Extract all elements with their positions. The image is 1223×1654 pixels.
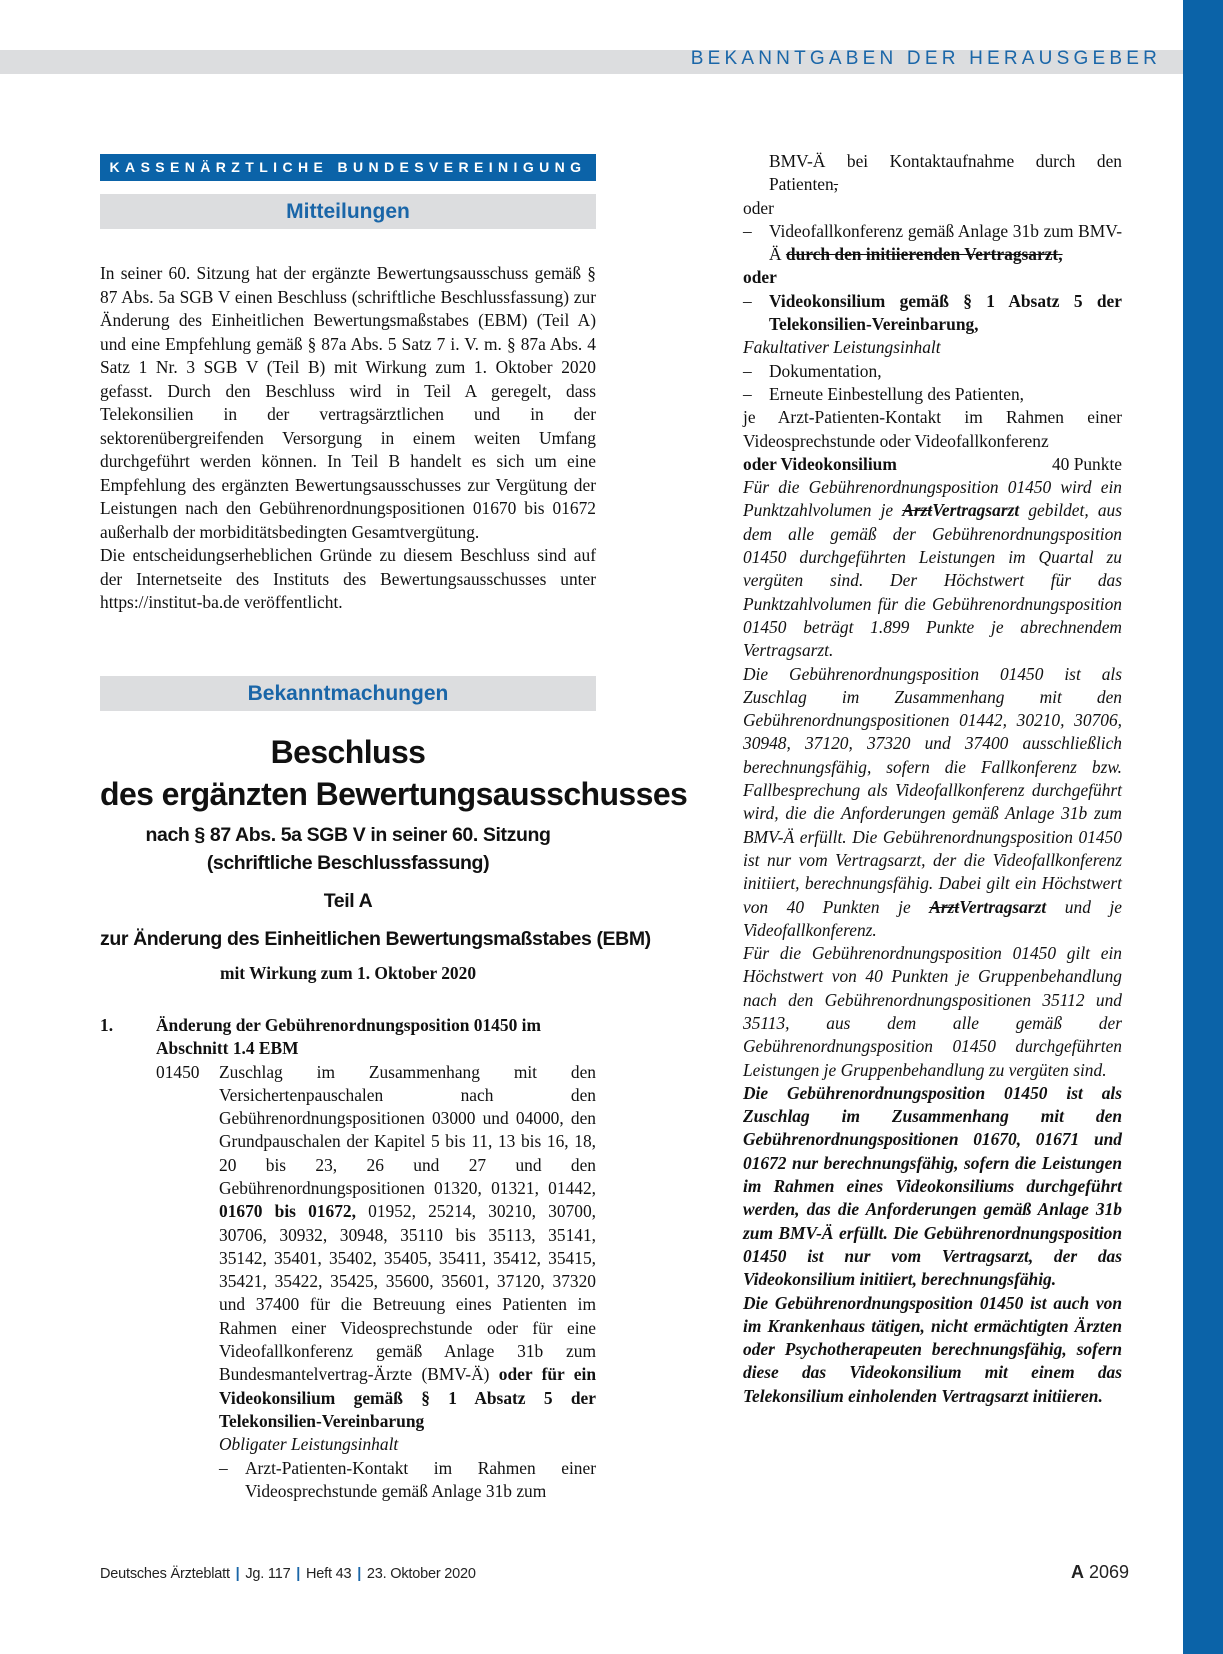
page-section-title: BEKANNTGABEN DER HERAUSGEBER [690,48,1161,69]
side-accent-bar [1183,0,1223,1654]
gop-text [219,1061,596,1434]
page-number [1071,1562,1129,1583]
obligat-list-item [219,1457,596,1504]
gop-text-part-1: Zuschlag im Zusammenhang mit den Versichertenpauschalen nach den Gebührenordnungspositionen 03000 und 04000, den Grundpauschalen der Kapitel 5 bis 11, 13 bis 16, 18, 20 bis 23, 26 und 27 und den Gebührenordnungspositionen 01320, 01321, 01442, [219,1061,596,1198]
obligat-item-text: Arzt-Patienten-Kontakt im Rahmen einer Videosprechstunde gemäß Anlage 31b zum [245,1457,596,1501]
note-paragraph-1: Für die Gebührenordnungsposition 01450 wird ein Punktzahlvolumen je ArztVertragsarzt gebildet, aus dem alle gemäß der Gebührenordnungsposition 01450 durchgeführten Leistungen im Quartal zu vergüten sind. Der Höchstwert für das Punktzahlvolumen für die Gebührenordnungsposition 01450 beträgt 1.899 Punkte je abrechnendem Vertragsarzt. [743,477,1122,661]
item-title: Änderung der Gebührenordnungsposition 01450 im Abschnitt 1.4 EBM [156,1014,541,1058]
separator: | [296,1566,301,1582]
left-column [100,154,688,1503]
separator: | [357,1566,362,1582]
fakultativ-heading: Fakultativer Leistungsinhalt [743,337,941,358]
mitteilungen-heading: Mitteilungen [100,194,596,229]
page-letter: A [1071,1562,1084,1582]
gop-bold-videokonsilium: oder für ein Videokonsilium gemäß § 1 Absatz 5 der Telekonsilien-Vereinbarung [219,1364,596,1431]
struck-arzt: Arzt [929,896,960,917]
dash-bullet: – [743,220,752,241]
continued-text: BMV-Ä bei Kontaktaufnahme durch den Patienten [769,151,1122,195]
journal-issue: Heft 43 [305,1566,352,1582]
intro-paragraph: In seiner 60. Sitzung hat der ergänzte Bewertungsausschuss gemäß § 87 Abs. 5a SGB V einen Beschluss (schriftliche Beschlussfassung) zur Änderung des Einheitlichen Bewertungsmaßstabes (EBM) (Teil A) und eine Empfehlung gemäß § 87a Abs. 5 Satz 7 i. V. m. § 87a Abs. 4 Satz 1 Nr. 3 SGB V (Teil B) mit Wirkung zum 1. Oktober 2020 gefasst. Durch den Beschluss wird in Teil A geregelt, dass Telekonsilien in der vertragsärztlichen und in der sektorenübergreifenden Versorgung in einem weiten Umfang durchgeführt werden können. In Teil B handelt es sich um eine Empfehlung des ergänzten Bewertungsausschusses zur Vergütung der Leistungen nach den Gebührenordnungspositionen 01670 bis 01672 außerhalb der morbiditätsbedingten Gesamtvergütung. [100,263,596,542]
gop-entry [156,1061,596,1504]
gop-description [219,1061,596,1504]
struck-initiating-text: durch den initiierenden Vertragsarzt, [785,244,1063,265]
journal-date: 23. Oktober 2020 [366,1566,476,1582]
footer-citation [100,1566,476,1582]
right-column [743,150,1122,1408]
beschluss-title-line-2: des ergänzten Bewertungsausschusses [100,775,688,812]
dash-bullet: – [219,1457,228,1478]
separator: | [235,1566,240,1582]
obligat-heading: Obligater Leistungsinhalt [219,1434,399,1455]
item-number: 1. [100,1014,114,1035]
videokonsilium-text: Videokonsilium gemäß § 1 Absatz 5 der Telekonsilien-Vereinbarung, [769,290,1122,335]
points-row [743,453,1122,476]
beschluss-title: Beschluss [270,733,426,770]
beschluss-subtitle-line-2: (schriftliche Beschlussfassung) [206,851,490,874]
points-value: 40 Punkte [1051,453,1122,474]
dash-bullet: – [743,360,752,381]
videofallkonferenz-item [743,220,1122,267]
oder-label: oder [743,197,774,218]
dash-bullet: – [743,383,752,404]
reasons-paragraph: Die entscheidungserheblichen Gründe zu diesem Beschluss sind auf der Internetseite des Instituts des Bewertungsausschusses unter https://institut-ba.de veröffentlicht. [100,545,596,612]
continued-item-text [769,150,1122,197]
videofallkonferenz-text: Videofallkonferenz gemäß Anlage 31b zum BMV-Ä [769,220,1122,265]
videokonsilium-item [743,290,1122,337]
oder-videokonsilium-label: oder Videokonsilium [743,453,897,474]
struck-arzt: Arzt [902,500,933,521]
bekanntmachungen-heading: Bekanntmachungen [100,676,596,711]
note-paragraph-5: Die Gebührenordnungsposition 01450 ist auch von im Krankenhaus tätigen, nicht ermächtigten Ärzten oder Psychotherapeuten berechnungsfähig, sofern diese das Videokonsilium mit einem das Telekonsilium einholenden Vertragsarzt initiieren. [743,1292,1122,1406]
continued-list-item [743,150,1122,197]
teil-a-heading: Teil A [323,889,373,912]
page-number-value: 2069 [1089,1562,1130,1582]
note-paragraph-3: Für die Gebührenordnungsposition 01450 gilt ein Höchstwert von 40 Punkten je Gruppenbehandlung nach den Gebührenordnungspositionen 35112 und 35113, aus dem alle gemäß der Gebührenordnungsposition 01450 durchgeführten Leistungen je Gruppenbehandlung zu vergüten sind. [743,943,1122,1080]
bold-vertragsarzt: Vertragsarzt [932,500,1020,521]
fakultativ-item-text: Erneute Einbestellung des Patienten, [769,383,1024,404]
wirkung-line: mit Wirkung zum 1. Oktober 2020 [219,962,477,983]
gop-text-part-2: 01952, 25214, 30210, 30700, 30706, 30932, 30948, 35110 bis 35113, 35141, 35142, 35401, 35402, 35405, 35411, 35412, 35415, 35421, 35422, 35425, 35600, 35601, 37120, 37320 und 37400 für die Betreuung eines Patienten im Rahmen einer Videosprechstunde oder für eine Videofallkonferenz gemäß Anlage 31b zum Bundesmantelvertrag-Ärzte (BMV-Ä) [219,1201,596,1385]
fakultativ-item-text: Dokumentation, [769,360,882,381]
dash-bullet: – [743,290,752,311]
kbv-label-bar: KASSENÄRZTLICHE BUNDESVEREINIGUNG [100,154,596,181]
oder-label-bold: oder [743,267,777,288]
note-paragraph-4: Die Gebührenordnungsposition 01450 ist als Zuschlag im Zusammenhang mit den Gebührenordnungspositionen 01670, 01671 und 01672 nur berechnungsfähig, sofern die Leistungen im Rahmen eines Videokonsiliums durchgeführt werden, das die Anforderungen gemäß Anlage 31b zum BMV-Ä erfüllt. Die Gebührenordnungsposition 01450 ist nur vom Vertragsarzt, der das Videokonsilium initiiert, berechnungsfähig. [743,1082,1122,1290]
beschluss-subtitle: nach § 87 Abs. 5a SGB V in seiner 60. Sitzung [145,823,551,846]
je-kontakt-text: je Arzt-Patienten-Kontakt im Rahmen einer Videosprechstunde oder Videofallkonferenz [743,407,1122,451]
gop-code: 01450 [156,1061,200,1082]
gop-bold-range: 01670 bis 01672, [219,1201,356,1222]
journal-name: Deutsches Ärzteblatt [100,1566,230,1582]
item-heading [100,1014,596,1061]
struck-comma: , [833,174,839,195]
bold-vertragsarzt: Vertragsarzt [959,896,1047,917]
journal-volume: Jg. 117 [245,1566,291,1582]
fakultativ-item [743,383,1122,406]
fakultativ-item [743,360,1122,383]
note-paragraph-2: Die Gebührenordnungsposition 01450 ist als Zuschlag im Zusammenhang mit den Gebührenordnungspositionen 01442, 30210, 30706, 30948, 37120, 37320 und 37400 ausschließlich berechnungsfähig, sofern die Fallkonferenz bzw. Fallbesprechung als Videofallkonferenz durchgeführt wird, die die Anforderungen gemäß Anlage 31b zum BMV-Ä erfüllt. Die Gebührenordnungsposition 01450 ist nur vom Vertragsarzt, der die Videofallkonferenz initiiert, berechnungsfähig. Dabei gilt ein Höchstwert von 40 Punkten je ArztVertragsarzt und je Videofallkonferenz. [743,663,1122,940]
ebm-heading: zur Änderung des Einheitlichen Bewertungsmaßstabes (EBM) [100,927,651,950]
